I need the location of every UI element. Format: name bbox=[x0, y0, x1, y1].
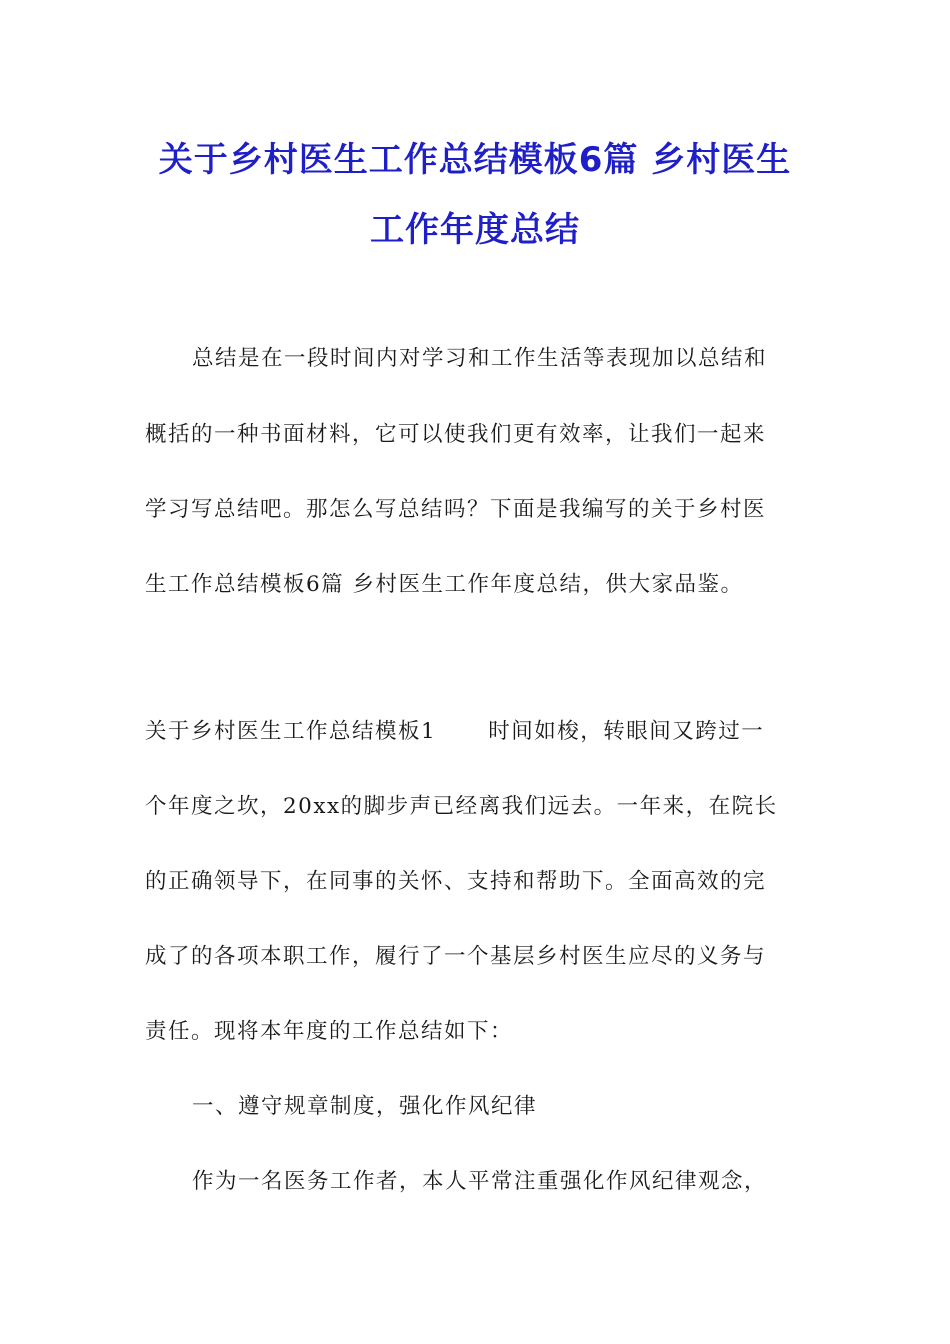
section1-paragraph-line: 作为一名医务工作者，本人平常注重强化作风纪律观念， bbox=[192, 1169, 768, 1194]
intro-line-1: 总结是在一段时间内对学习和工作生活等表现加以总结和 bbox=[192, 346, 768, 371]
document-title-line-2: 工作年度总结 bbox=[370, 210, 580, 250]
intro-line-3: 学习写总结吧。那怎么写总结吗？下面是我编写的关于乡村医 bbox=[145, 497, 767, 522]
section1-first-line bbox=[145, 717, 805, 747]
intro-line-4: 生工作总结模板6篇 乡村医生工作年度总结，供大家品鉴。 bbox=[145, 572, 744, 597]
section1-line-5: 责任。现将本年度的工作总结如下： bbox=[145, 1019, 514, 1044]
section1-subheading: 一、遵守规章制度，强化作风纪律 bbox=[192, 1094, 538, 1119]
section1-line-4: 成了的各项本职工作，履行了一个基层乡村医生应尽的义务与 bbox=[145, 944, 767, 969]
intro-line-2: 概括的一种书面材料，它可以使我们更有效率，让我们一起来 bbox=[145, 422, 767, 447]
section1-heading: 关于乡村医生工作总结模板1 bbox=[145, 719, 437, 744]
section1-line-2: 个年度之坎，20xx的脚步声已经离我们远去。一年来，在院长 bbox=[145, 794, 778, 819]
section1-line-3: 的正确领导下，在同事的关怀、支持和帮助下。全面高效的完 bbox=[145, 869, 767, 894]
section1-first-line-text: 时间如梭，转眼间又跨过一 bbox=[488, 719, 765, 744]
document-title-line-1: 关于乡村医生工作总结模板6篇 乡村医生 bbox=[158, 140, 792, 180]
